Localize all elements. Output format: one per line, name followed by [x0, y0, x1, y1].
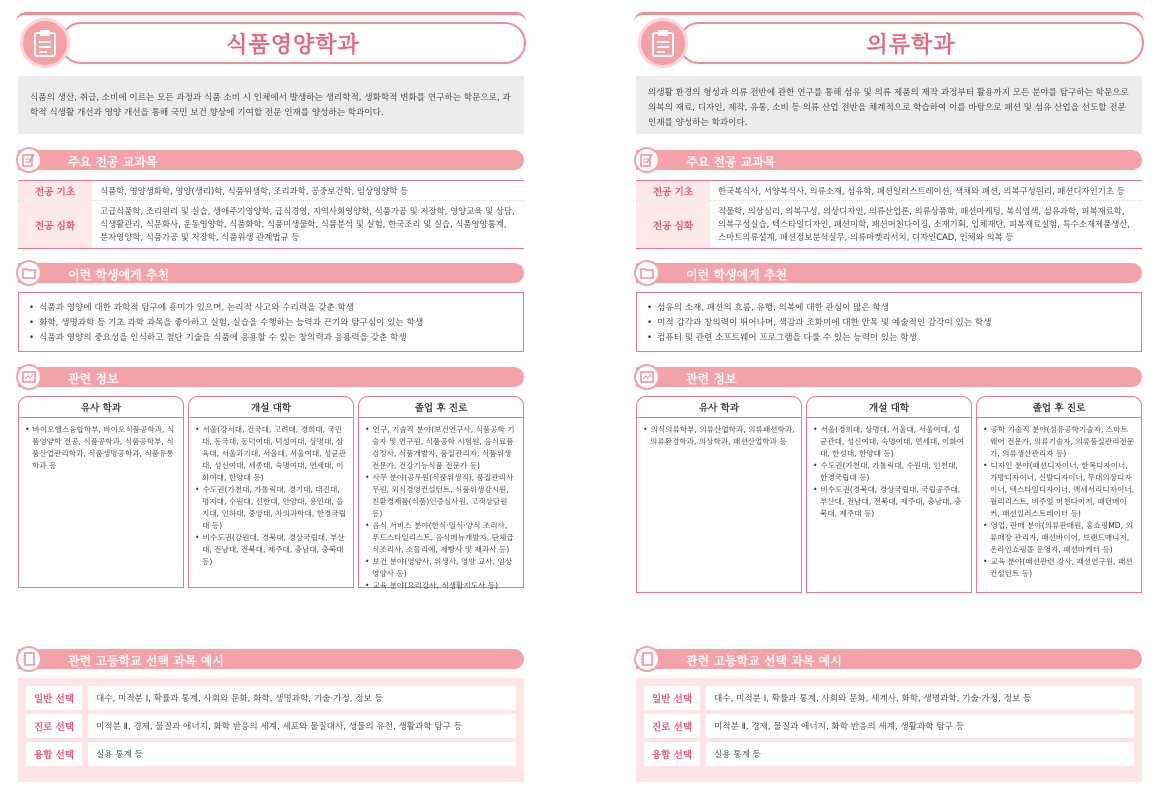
- course-key: 전공 기초: [18, 181, 92, 200]
- courses-table: [18, 180, 524, 249]
- info-column-universities: [188, 396, 354, 588]
- course-value: 고급식품학, 조리원리 및 실습, 생애주기영양학, 급식경영, 지역사회영양학, 식품가공 및 저장학, 영양교육 및 상담, 식생활관리, 식문화사, 운동영양학, 식품화학, 식품미생물학, 식품분석 및 실험, 한국조리 및 실습, 식품영양통계, 분자영양학, 식품가공 및 저장학, 식품위생 관계법규 등: [100, 206, 515, 242]
- section-header-recommend: [18, 263, 524, 283]
- page-clothing: [634, 0, 1144, 799]
- subject-row: [26, 714, 516, 738]
- subject-key: 일반 선택: [26, 686, 82, 710]
- list-item: • 비수도권(강원대, 경북대, 경상국립대, 부산대, 전남대, 전북대, 제주대, 충남대, 충북대 등): [195, 532, 347, 568]
- title-pill: [678, 22, 1144, 64]
- subject-value: 미적분 Ⅱ, 경제, 물질과 에너지, 화학 반응의 세계, 생활과학 탐구 등: [706, 714, 1134, 738]
- title-band: [16, 12, 526, 62]
- list-item: • 의식의류학부, 의류산업학과, 의류패션학과, 의류환경학과, 의상학과, 패션산업학과 등: [643, 424, 795, 448]
- subjects-box: [636, 678, 1142, 782]
- courses-table: [636, 180, 1142, 249]
- title-band: [634, 12, 1144, 62]
- list-item: • 보건 분야(영양사, 위생사, 영양 교사, 임상영양사 등): [365, 556, 517, 580]
- section-header-info: [18, 367, 524, 387]
- section-title: 관련 고등학교 선택 과목 예시: [686, 654, 842, 668]
- subject-row: [644, 686, 1134, 710]
- info-column-careers: [358, 396, 524, 588]
- info-head: 유사 학과: [636, 396, 802, 418]
- section-header-info: [636, 367, 1142, 387]
- subject-key: 융합 선택: [26, 742, 82, 766]
- course-key: 전공 기초: [636, 181, 710, 200]
- notebook-icon: [16, 646, 42, 672]
- clipboard-icon: [20, 18, 70, 68]
- list-item: • 비수도권(경북대, 경상국립대, 국립공주대, 부산대, 전남대, 전북대, 제주대, 충남대, 충북대, 제주대 등): [813, 484, 965, 520]
- page-title: 의류학과: [866, 32, 956, 58]
- section-title: 주요 전공 교과목: [68, 155, 158, 169]
- section-title: 이런 학생에게 추천: [68, 268, 170, 282]
- info-body: [188, 418, 354, 588]
- subject-value: 실용 통계 등: [88, 742, 516, 766]
- course-value: 직물학, 의상심리, 의복구성, 의상디자인, 의류산업론, 의류상품학, 패션마케팅, 복식염색, 섬유과학, 피복재료학, 의복구성실습, 텍스타일디자인, 패션미학, 패션머천다이징, 소재기획, 입체재단, 피복재료실험, 특수소재제품생산, 스마트의류설계, 패션정보분석실무, 의류마켓리서치, 디자인CAD, 인체와 의복 등: [718, 206, 1131, 242]
- list-item: • 공학 기술직 분야(섬유공학기술자, 스마트웨어 전문가, 의류기술자, 의류품질관리전문가, 의류생산관리자 등): [983, 424, 1135, 460]
- list-item: • 컴퓨터 및 관련 소프트웨어 프로그램을 다룰 수 있는 능력이 있는 학생: [647, 331, 1131, 346]
- course-key: 전공 심화: [636, 201, 710, 248]
- list-item: • 연구, 기술직 분야(보건연구사, 식품공학 기술자 및 연구원, 식품공학 시험원, 음식료품검정사, 식품개발자, 품질관리자, 식품위생 전문가, 건강기능식품 전문가 등): [365, 424, 517, 472]
- notepad-pen-icon: [634, 147, 660, 173]
- table-row: [636, 201, 1142, 248]
- list-item: • 미적 감각과 창의력이 뛰어나며, 색감과 조화미에 대한 안목 및 예술적인 감각이 있는 학생: [647, 316, 1131, 331]
- info-columns: [636, 396, 1142, 593]
- section-header-recommend: [636, 263, 1142, 283]
- chart-board-icon: [634, 364, 660, 390]
- title-pill: [60, 22, 526, 64]
- section-title: 이런 학생에게 추천: [686, 268, 788, 282]
- list-item: • 식품과 영양의 중요성을 인식하고 첨단 기술을 식품에 응용할 수 있는 창의력과 응용력을 갖춘 학생: [29, 331, 513, 346]
- section-title: 주요 전공 교과목: [686, 155, 776, 169]
- info-body: [358, 418, 524, 588]
- table-row: [636, 181, 1142, 201]
- subject-row: [26, 742, 516, 766]
- section-header-courses: [636, 150, 1142, 170]
- clipboard-icon: [638, 18, 688, 68]
- folder-icon: [16, 260, 42, 286]
- section-title: 관련 정보: [686, 372, 737, 386]
- list-item: • 영업, 판매 분야(의류판매원, 홍쇼핑MD, 의류매장 관리자, 패션바이어, 브랜드매니저, 온라인쇼핑몰 운영자, 패션마케터 등): [983, 520, 1135, 556]
- list-item: • 수도권(가천대, 가톨릭대, 수원대, 인천대, 한경국립대 등): [813, 460, 965, 484]
- list-item: • 섬유의 소재, 패션의 흐름, 유행, 의복에 대한 관심이 많은 학생: [647, 301, 1131, 316]
- chart-board-icon: [16, 364, 42, 390]
- info-head: 졸업 후 진로: [358, 396, 524, 418]
- subject-value: 대수, 미적분 Ⅰ, 확률과 통계, 사회와 문화, 세계사, 화학, 생명과학, 기술·가정, 정보 등: [706, 686, 1134, 710]
- list-item: • 화학, 생명과학 등 기초 과학 과목을 좋아하고 실험, 실습을 수행하는 능력과 끈기와 탐구심이 있는 학생: [29, 316, 513, 331]
- page-title: 식품영양학과: [226, 32, 360, 58]
- list-item: • 교육 분야(요리강사, 식생활지도사 등): [365, 580, 517, 592]
- subject-value: 실용 통계 등: [706, 742, 1134, 766]
- info-head: 졸업 후 진로: [976, 396, 1142, 418]
- subject-row: [26, 686, 516, 710]
- list-item: • 디자인 분야(패션디자이너, 한복디자이너, 가방디자이너, 신발디자이너, 무대의상디자이너, 텍스타일디자이너, 액세서리디자이너, 월리리스트, 비주얼 머천다이저, 패턴메이커, 패션일러스트레이터 등): [983, 460, 1135, 520]
- title-stripe: [16, 12, 526, 22]
- subject-key: 융합 선택: [644, 742, 700, 766]
- subject-row: [644, 742, 1134, 766]
- info-column-careers: [976, 396, 1142, 593]
- list-item: • 바이오헬스융합학부, 바이오식품공학과, 식품영양학 전공, 식품공학과, 식품공학부, 식품산업관리학과, 식품생명공학과, 식품유통학과 등: [25, 424, 177, 472]
- subject-key: 진로 선택: [644, 714, 700, 738]
- list-item: • 사무 분야(공무원(식품위생직), 품질관리사무원, 외식경영컨설턴트, 식품위생감시원, 친환경제품(식품)인증심사원, 고객상담원 등): [365, 472, 517, 520]
- info-column-similar: [636, 396, 802, 593]
- section-header-courses: [18, 150, 524, 170]
- list-item: • 서울(경희대, 상명대, 서울대, 서울여대, 성균관대, 성신여대, 숙명여대, 연세대, 이화여대, 한성대, 한양대 등): [813, 424, 965, 460]
- info-column-similar: [18, 396, 184, 588]
- recommend-list: [636, 292, 1142, 352]
- info-columns: [18, 396, 524, 588]
- list-item: • 교육 분야(패션관련 강사, 패션연구원, 패션컨설턴트 등): [983, 556, 1135, 580]
- subject-value: 미적분 Ⅱ, 경제, 물질과 에너지, 화학 반응의 세계, 세포와 물질대사, 생물의 유전, 생활과학 탐구 등: [88, 714, 516, 738]
- info-head: 개설 대학: [188, 396, 354, 418]
- list-item: • 음식 서비스 분야(한식·일식·양식 조리사, 푸드스타일리스트, 음식메뉴개발자, 단체급식조리사, 소믈리에, 제빵사 및 제과사 등): [365, 520, 517, 556]
- info-body: [636, 418, 802, 593]
- info-body: [18, 418, 184, 588]
- info-body: [976, 418, 1142, 593]
- subject-value: 대수, 미적분 Ⅰ, 확률과 통계, 사회와 문화, 화학, 생명과학, 기술·가정, 정보 등: [88, 686, 516, 710]
- table-row: [18, 201, 524, 248]
- intro-text: 의생활 환경의 형성과 의류 전반에 관한 연구를 통해 섬유 및 의류 제품의 제작 과정부터 활용까지 모든 분야를 탐구하는 학문으로 의복의 재료, 디자인, 제작, 유통, 소비 등 의류 산업 전반을 체계적으로 학습하여 이를 바탕으로 패션 및 섬유 산업을 선도할 전문 인재를 양성하는 학과이다.: [636, 76, 1142, 134]
- section-title: 관련 고등학교 선택 과목 예시: [68, 654, 224, 668]
- folder-icon: [634, 260, 660, 286]
- info-head: 유사 학과: [18, 396, 184, 418]
- intro-text: 식품의 생산, 취급, 소비에 이르는 모든 과정과 식품 소비 시 인체에서 발생하는 생리학적, 생화학적 변화를 연구하는 학문으로, 과학적 식생활 개선과 영양 개선을 통해 국민 보건 향상에 기여할 전문 인재를 양성하는 학과이다.: [18, 76, 524, 134]
- course-value: 한국복식사, 서양복식사, 의류소재, 섬유학, 패션일러스트레이션, 색채와 패션, 의복구성원리, 패션디자인기초 등: [718, 186, 1125, 196]
- subjects-box: [18, 678, 524, 782]
- info-head: 개설 대학: [806, 396, 972, 418]
- course-key: 전공 심화: [18, 201, 92, 248]
- section-header-subjects: [18, 649, 524, 669]
- info-body: [806, 418, 972, 593]
- section-title: 관련 정보: [68, 372, 119, 386]
- title-stripe: [634, 12, 1144, 22]
- recommend-list: [18, 292, 524, 352]
- course-value: 식품학, 영양생화학, 영양(생리)학, 식품위생학, 조리과학, 공중보건학, 임상영양학 등: [100, 186, 409, 196]
- subject-row: [644, 714, 1134, 738]
- info-column-universities: [806, 396, 972, 593]
- notebook-icon: [634, 646, 660, 672]
- table-row: [18, 181, 524, 201]
- list-item: • 식품과 영양에 대한 과학적 탐구에 흥미가 있으며, 논리적 사고와 수리력을 갖춘 학생: [29, 301, 513, 316]
- list-item: • 서울(강서대, 건국대, 고려대, 경희대, 국민대, 동국대, 동덕여대, 덕성여대, 상명대, 삼육대, 서울과기대, 서울대, 서울여대, 성균관대, 성신여대, 세종대, 숙명여대, 연세대, 이화여대, 한양대 등): [195, 424, 347, 484]
- subject-key: 일반 선택: [644, 686, 700, 710]
- notepad-pen-icon: [16, 147, 42, 173]
- section-header-subjects: [636, 649, 1142, 669]
- subject-key: 진로 선택: [26, 714, 82, 738]
- list-item: • 수도권(가천대, 가톨릭대, 경기대, 대진대, 명지대, 수원대, 신한대, 안양대, 용인대, 을지대, 인하대, 중앙대, 차의과학대, 한경국립대 등): [195, 484, 347, 532]
- page-food-nutrition: [16, 0, 526, 799]
